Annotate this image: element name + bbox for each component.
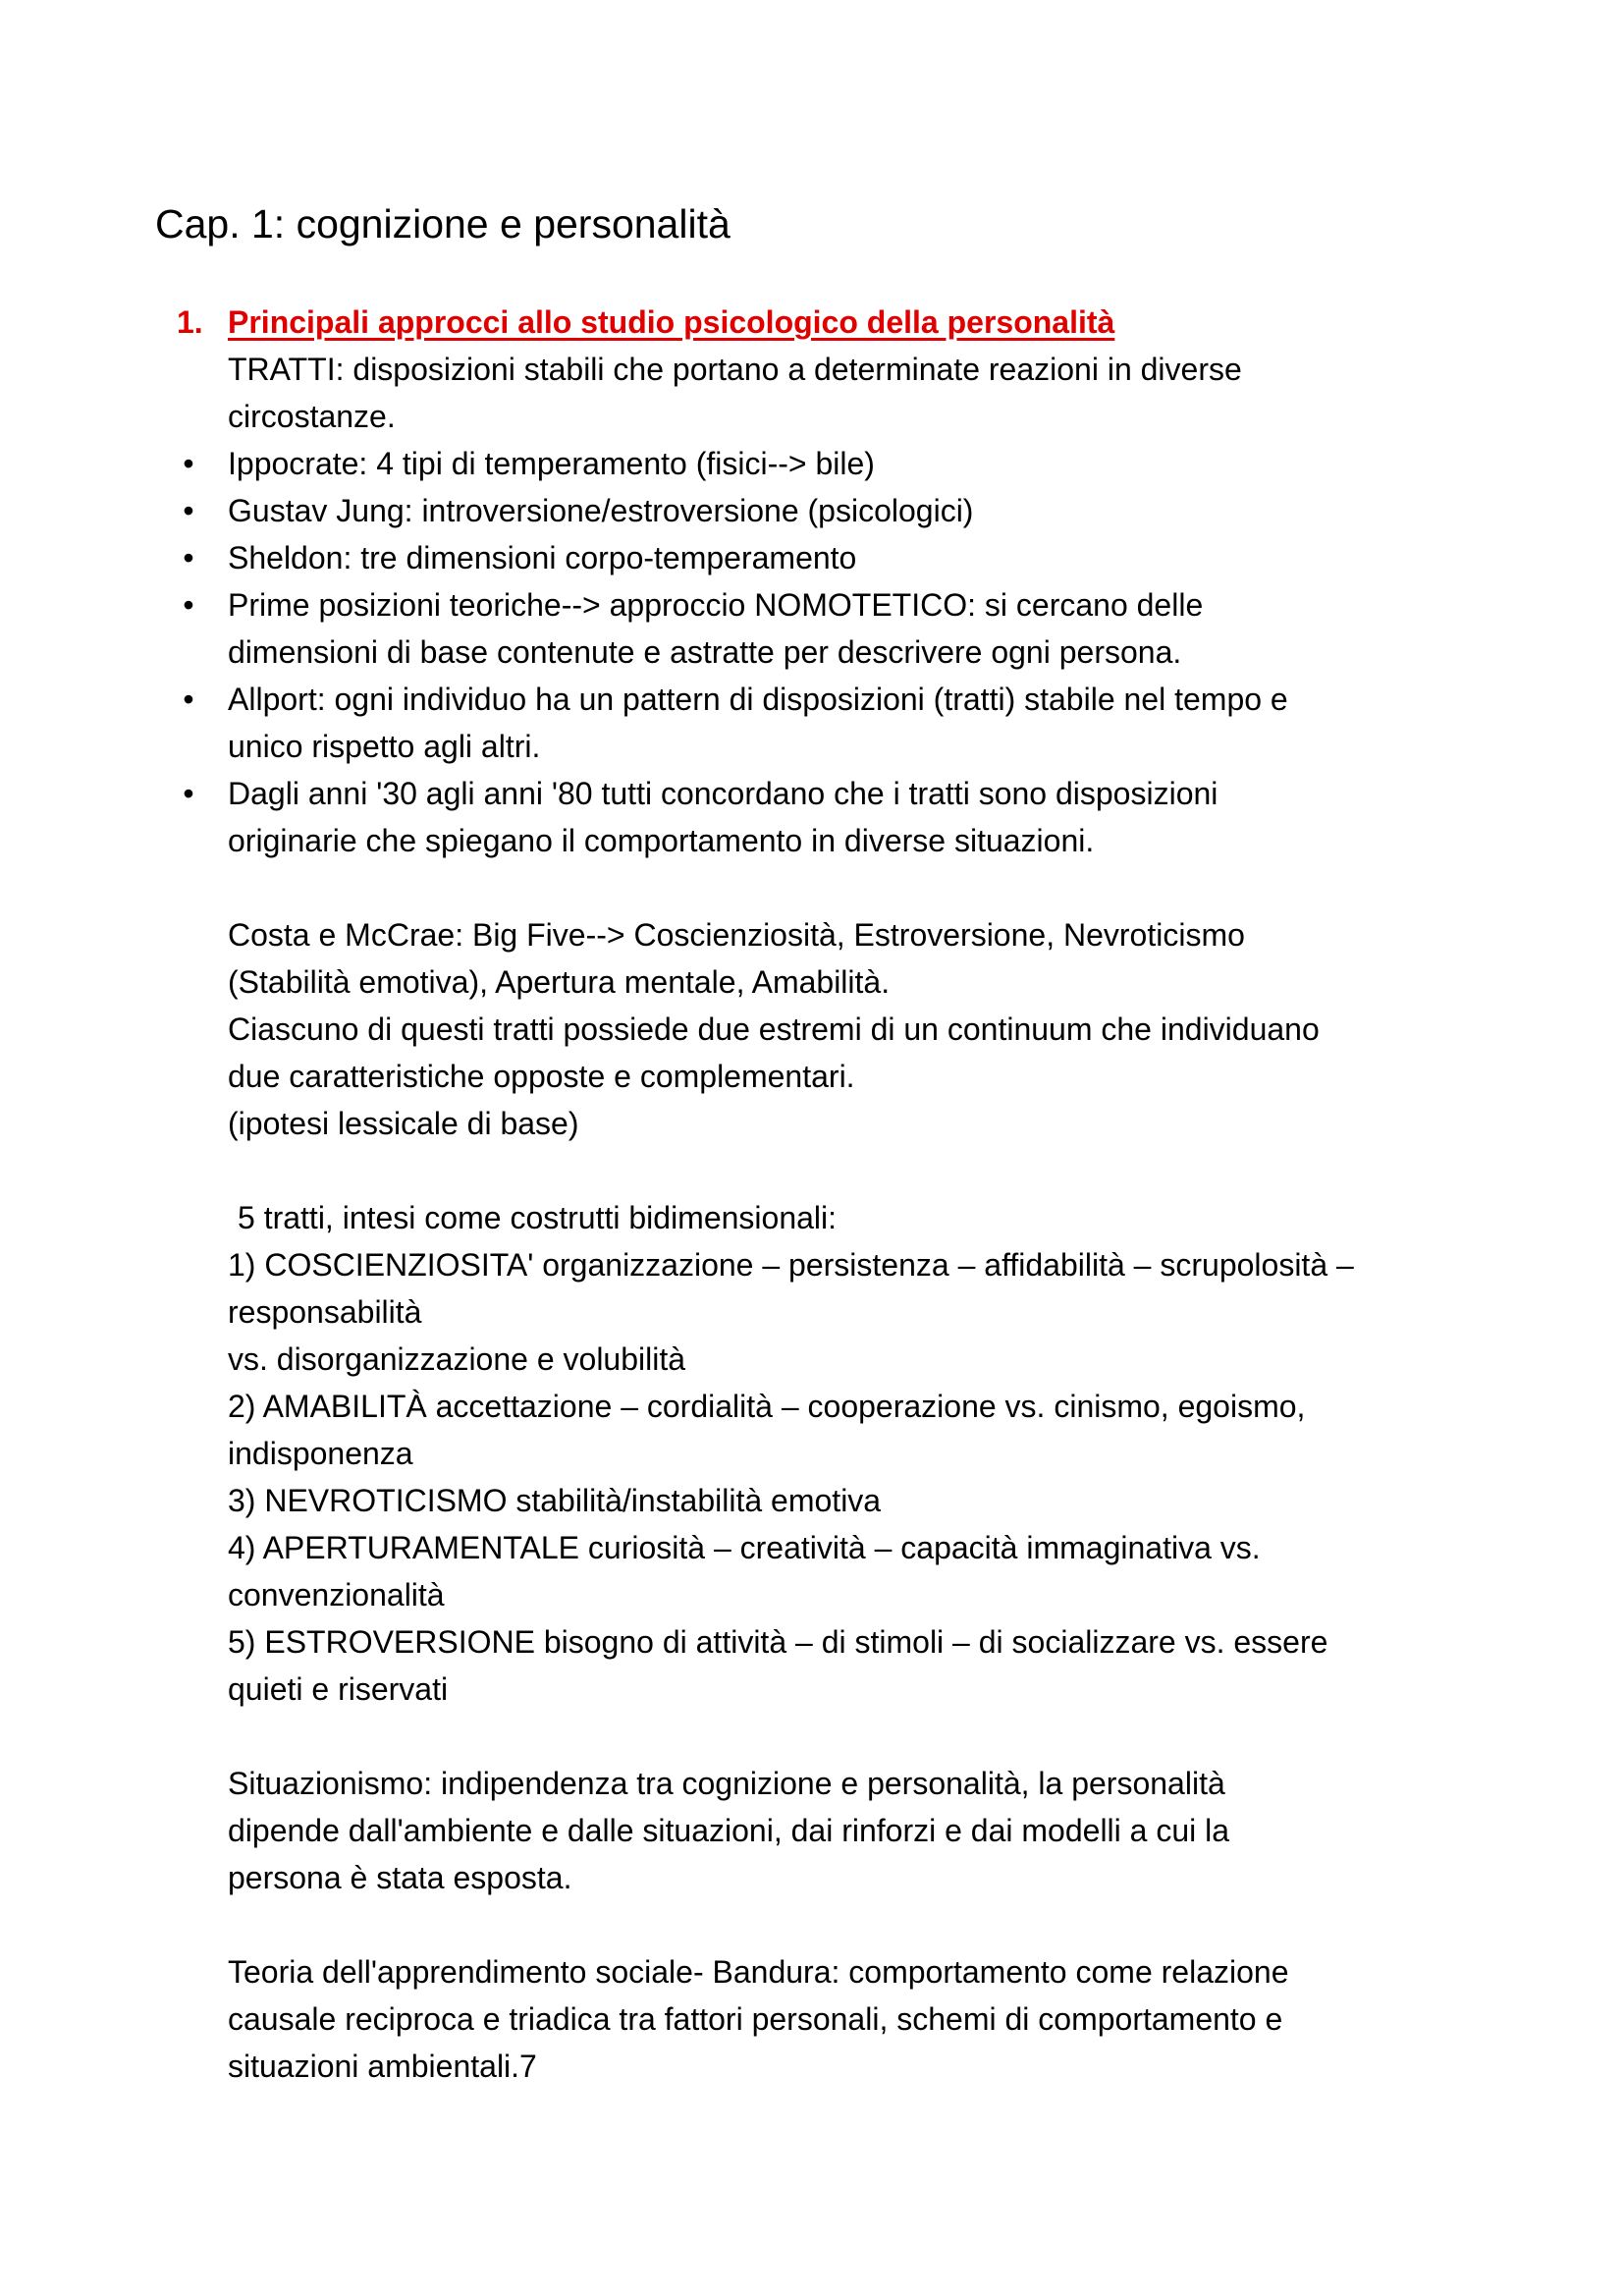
- paragraph-line: 2) AMABILITÀ accettazione – cordialità – cooperazione vs. cinismo, egoismo,: [228, 1389, 1306, 1424]
- paragraph-line: causale reciproca e triadica tra fattori personali, schemi di comportamento e: [228, 2001, 1283, 2037]
- list-item-text: Dagli anni '30 agli anni '80 tutti concordano che i tratti sono disposizioni: [228, 776, 1218, 811]
- paragraph-line: 3) NEVROTICISMO stabilità/instabilità emotiva: [228, 1483, 882, 1518]
- paragraph-line: 1) COSCIENZIOSITA' organizzazione – persistenza – affidabilità – scrupolosità –: [228, 1247, 1354, 1283]
- list-item-text: Gustav Jung: introversione/estroversione (psicologici): [228, 493, 974, 528]
- bullet-icon: •: [183, 776, 194, 811]
- paragraph-line: persona è stata esposta.: [228, 1860, 572, 1895]
- paragraph-line: quieti e riservati: [228, 1671, 449, 1707]
- list-item-text: Ippocrate: 4 tipi di temperamento (fisici--> bile): [228, 446, 875, 481]
- bullet-icon: •: [183, 540, 194, 575]
- tratti-definition: [228, 346, 1504, 440]
- paragraph-line: Costa e McCrae: Big Five--> Coscienziosità, Estroversione, Nevroticismo: [228, 917, 1245, 953]
- section-heading-row: [177, 299, 1504, 346]
- paragraph-line: circostanze.: [228, 399, 396, 434]
- paragraph-line: 5) ESTROVERSIONE bisogno di attività – di stimoli – di socializzare vs. essere: [228, 1624, 1328, 1660]
- spacer: [228, 864, 1504, 911]
- paragraph-line: situazioni ambientali.7: [228, 2049, 537, 2084]
- bandura-paragraph: [228, 1948, 1504, 2090]
- list-item: [183, 770, 1504, 864]
- paragraph-line: (Stabilità emotiva), Apertura mentale, Amabilità.: [228, 964, 891, 1000]
- paragraph-line: Ciascuno di questi tratti possiede due estremi di un continuum che individuano: [228, 1011, 1320, 1047]
- bullet-icon: •: [183, 493, 194, 528]
- paragraph-line: 4) APERTURAMENTALE curiosità – creatività – capacità immaginativa vs.: [228, 1530, 1261, 1565]
- paragraph-line: dipende dall'ambiente e dalle situazioni, dai rinforzi e dai modelli a cui la: [228, 1813, 1230, 1848]
- list-item-text: dimensioni di base contenute e astratte per descrivere ogni persona.: [228, 634, 1182, 670]
- traits-paragraph: [228, 1194, 1504, 1713]
- list-item-text: originarie che spiegano il comportamento in diverse situazioni.: [228, 823, 1095, 858]
- section-number: 1.: [177, 304, 203, 340]
- bullet-icon: •: [183, 587, 194, 623]
- paragraph-line: responsabilità: [228, 1294, 422, 1330]
- section-heading: Principali approcci allo studio psicologico della personalità: [228, 304, 1115, 340]
- paragraph-line: due caratteristiche opposte e complementari.: [228, 1059, 855, 1094]
- paragraph-line: Teoria dell'apprendimento sociale- Bandura: comportamento come relazione: [228, 1954, 1289, 1990]
- chapter-title: Cap. 1: cognizione e personalità: [155, 201, 731, 246]
- list-item-text: Allport: ogni individuo ha un pattern di disposizioni (tratti) stabile nel tempo e: [228, 682, 1288, 717]
- list-item: [183, 440, 1504, 487]
- spacer: [228, 1713, 1504, 1760]
- big-five-paragraph: [228, 911, 1504, 1147]
- list-item-text: Prime posizioni teoriche--> approccio NOMOTETICO: si cercano delle: [228, 587, 1204, 623]
- bullet-list: [183, 440, 1504, 864]
- list-item: [183, 581, 1504, 676]
- document-body: [177, 299, 1504, 2090]
- list-item: [183, 676, 1504, 770]
- paragraph-line: indisponenza: [228, 1436, 413, 1471]
- list-item-text: Sheldon: tre dimensioni corpo-temperamento: [228, 540, 857, 575]
- list-item: [183, 534, 1504, 581]
- paragraph-line: 5 tratti, intesi come costrutti bidimensionali:: [238, 1200, 838, 1235]
- paragraph-line: vs. disorganizzazione e volubilità: [228, 1341, 686, 1377]
- spacer: [228, 1147, 1504, 1194]
- list-item-text: unico rispetto agli altri.: [228, 729, 541, 764]
- list-item: [183, 487, 1504, 534]
- paragraph-line: Situazionismo: indipendenza tra cognizione e personalità, la personalità: [228, 1766, 1225, 1801]
- spacer: [228, 1901, 1504, 1948]
- paragraph-line: TRATTI: disposizioni stabili che portano a determinate reazioni in diverse: [228, 352, 1242, 387]
- paragraph-line: convenzionalità: [228, 1577, 445, 1613]
- paragraph-line: (ipotesi lessicale di base): [228, 1106, 579, 1141]
- situazionismo-paragraph: [228, 1760, 1504, 1901]
- bullet-icon: •: [183, 446, 194, 481]
- bullet-icon: •: [183, 682, 194, 717]
